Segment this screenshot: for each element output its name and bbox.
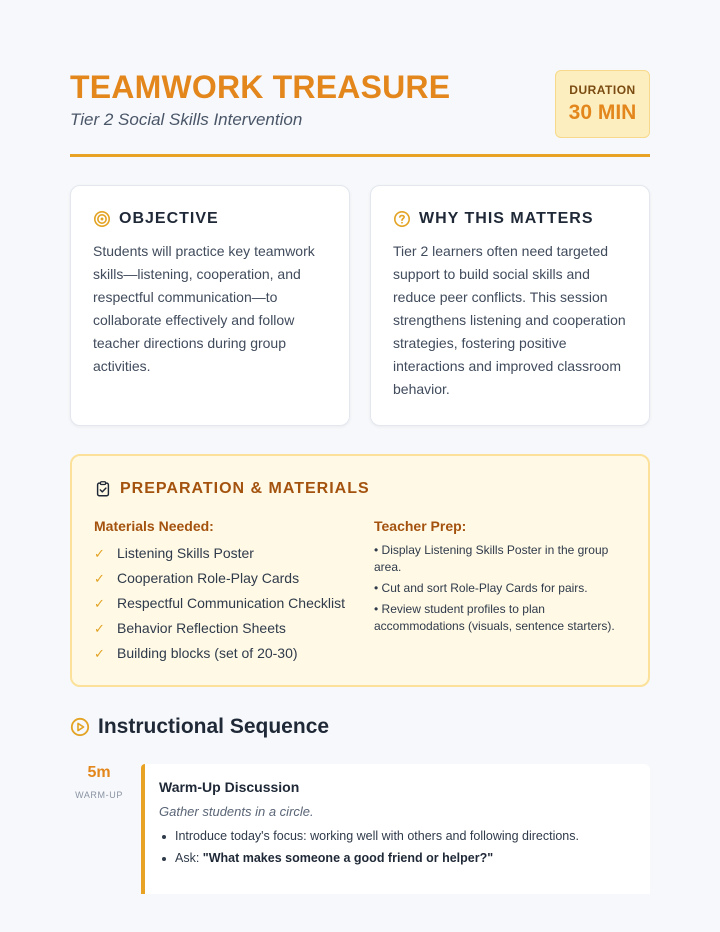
duration-badge xyxy=(555,70,650,138)
header-divider xyxy=(70,154,650,157)
why-text: Tier 2 learners often need targeted support to build social skills and reduce peer conflicts. This session strengthens listening and cooperation strategies, fostering positive interactions and improved classroom behavior. xyxy=(393,243,626,397)
objective-card xyxy=(70,185,350,426)
list-item: Introduce today's focus: working well with others and following directions. xyxy=(159,828,650,845)
list-item: ✓ Cooperation Role-Play Cards xyxy=(94,570,300,586)
step-description: Gather students in a circle. xyxy=(159,804,314,819)
check-icon: ✓ xyxy=(94,646,105,661)
sequence-title: Instructional Sequence xyxy=(98,715,330,738)
objective-title: OBJECTIVE xyxy=(119,210,219,227)
check-icon: ✓ xyxy=(94,621,105,636)
why-card xyxy=(370,185,650,426)
question-circle-icon xyxy=(393,210,411,228)
page-title: TEAMWORK TREASURE xyxy=(70,69,451,105)
list-item: Ask: "What makes someone a good friend or helper?" xyxy=(159,850,650,867)
list-item: ✓ Building blocks (set of 20-30) xyxy=(94,645,298,661)
duration-label: DURATION xyxy=(569,83,636,97)
teacher-prep-title: Teacher Prep: xyxy=(374,518,467,534)
step-list xyxy=(159,828,650,867)
clipboard-check-icon xyxy=(94,480,112,498)
prep-heading xyxy=(94,480,370,498)
why-heading xyxy=(393,210,629,228)
list-item: • Display Listening Skills Poster in the group area. xyxy=(374,543,609,574)
preparation-materials-card xyxy=(70,454,650,687)
list-item: ✓ Behavior Reflection Sheets xyxy=(94,620,286,636)
materials-title: Materials Needed: xyxy=(94,518,214,534)
check-icon: ✓ xyxy=(94,571,105,586)
objective-heading xyxy=(93,210,327,228)
why-title: WHY THIS MATTERS xyxy=(419,210,594,227)
list-item: • Review student profiles to plan accommodations (visuals, sentence starters). xyxy=(374,602,615,633)
teacher-prep-list xyxy=(374,542,636,635)
check-icon: ✓ xyxy=(94,546,105,561)
step-question: "What makes someone a good friend or helper?" xyxy=(202,851,494,865)
page-subtitle: Tier 2 Social Skills Intervention xyxy=(70,110,303,129)
objective-text: Students will practice key teamwork skills—listening, cooperation, and respectful communication—to collaborate effectively and follow teacher directions during group activities. xyxy=(93,243,315,374)
list-item: ✓ Respectful Communication Checklist xyxy=(94,595,345,611)
sequence-heading xyxy=(70,715,329,739)
materials-list xyxy=(94,544,364,669)
step-time xyxy=(70,764,128,800)
materials-column xyxy=(94,518,364,669)
list-item: ✓ Listening Skills Poster xyxy=(94,545,254,561)
document-header xyxy=(70,68,650,158)
target-icon xyxy=(93,210,111,228)
duration-value: 30 MIN xyxy=(568,101,637,124)
teacher-prep-column xyxy=(374,518,636,639)
prep-title: PREPARATION & MATERIALS xyxy=(120,480,370,497)
check-icon: ✓ xyxy=(94,596,105,611)
step-duration: 5m xyxy=(87,764,111,781)
step-title: Warm-Up Discussion xyxy=(159,779,300,795)
step-card-warm-up xyxy=(141,764,650,894)
step-phase-label: WARM-UP xyxy=(75,790,123,800)
list-item: • Cut and sort Role-Play Cards for pairs. xyxy=(374,581,588,595)
play-circle-icon xyxy=(70,717,90,737)
